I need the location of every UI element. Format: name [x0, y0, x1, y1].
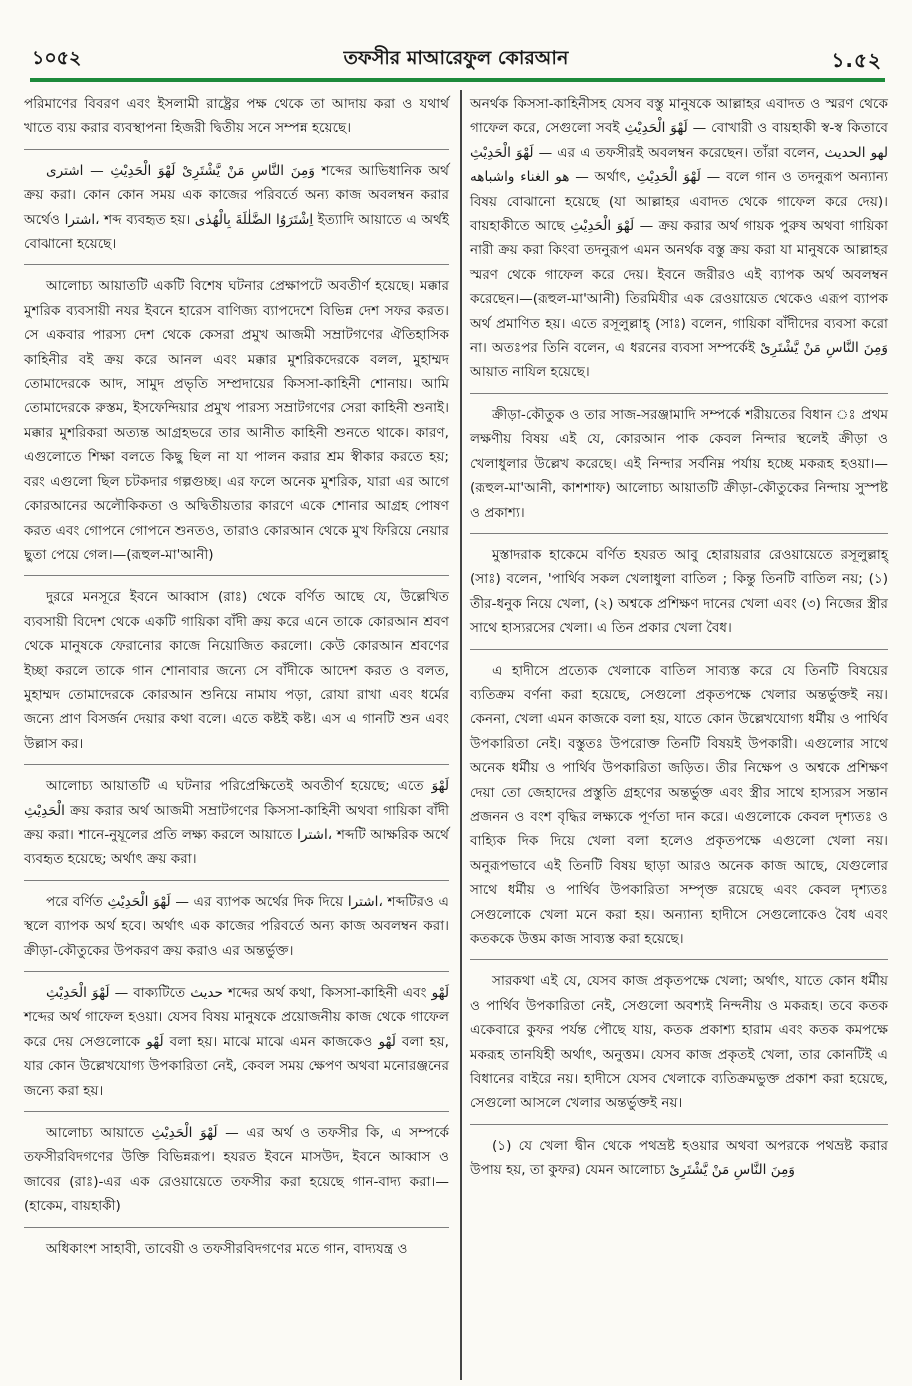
left-para-6: পরে বর্ণিত لَهْوَ الْحَدِيْثِ — এর ব্যাপক অর্থের দিক দিয়ে اشترا، শব্দটিরও এ স্থলে ব্যাপক অর্থ হবে। অর্থাৎ এক কাজের পরিবর্তে অন্য কাজ অবলম্বন করা। ক্রীড়া-কৌতুকের উপকরণ ক্রয় করাও এর অন্তর্ভুক্ত।	[24, 893, 449, 959]
paragraph-divider	[470, 1124, 888, 1125]
paragraph-divider	[24, 575, 449, 576]
left-para-9: অধিকাংশ সাহাবী, তাবেয়ী ও তফসীরবিদগণের মতে গান, বাদ্যযন্ত্র ও	[46, 1240, 408, 1257]
paragraph-divider	[24, 264, 449, 265]
right-para-1: অনর্থক কিসসা-কাহিনীসহ যেসব বস্তু মানুষকে আল্লাহর এবাদত ও স্মরণ থেকে গাফেল করে, সেগুলো সবই لَهْوَ الْحَدِيْثِ — বোখারী ও বায়হাকী স্ব-স্ব কিতাবে لَهْوَ الْحَدِيْثِ — এর এ তফসীরই অবলম্বন করেছেন। তাঁরা বলেন, لهو الحديث هو الغناء واشباهه — অর্থাৎ, لَهْوَ الْحَدِيْثِ — বলে গান ও তদনুরূপ অন্যান্য বিষয় বোঝানো হয়েছে (যা আল্লাহর এবাদত থেকে গাফেল করে দেয়)। বায়হাকীতে আছে لَهْوَ الْحَدِيْثِ — ক্রয় করার অর্থ গায়ক পুরুষ অথবা গায়িকা নারী ক্রয় করা কিংবা তদনুরূপ এমন অনর্থক বস্তু ক্রয় করা যা মানুষকে আল্লাহর স্মরণ থেকে গাফেল করে দেয়। ইবনে জরীরও এই ব্যাপক অর্থ অবলম্বন করেছেন।—(রূহুল-মা'আনী) তিরমিযীর এক রেওয়ায়েত থেকেও এরূপ ব্যাপক অর্থ প্রমাণিত হয়। এতে রসূলুল্লাহ্ (সাঃ) বলেন, গায়িকা বাঁদীদের ব্যবসা করো না। অতঃপর তিনি বলেন, এ ধরনের ব্যবসা সম্পর্কেই وَمِنَ النَّاسِ مَنْ يَّشْتَرِىْ আয়াত নাযিল হয়েছে।	[470, 96, 889, 381]
left-column	[24, 92, 449, 1269]
page-number-left: ১০৫২	[32, 47, 82, 69]
left-para-5: আলোচ্য আয়াতটি এ ঘটনার পরিপ্রেক্ষিতেই অবতীর্ণ হয়েছে; এতে لَهْوَ الْحَدِيْثِ ক্রয় করার অর্থ আজমী সম্রাটগণের কিসসা-কাহিনী অথবা গায়িকা বাঁদী ক্রয় করা। শানে-নুযূলের প্রতি লক্ষ্য করলে আয়াতে اشترا، শব্দটি আক্ষরিক অর্থে ব্যবহৃত হয়েছে; অর্থাৎ ক্রয় করা।	[24, 778, 449, 868]
paragraph-divider	[470, 533, 888, 534]
right-para-3: মুস্তাদরাক হাকেমে বর্ণিত হযরত আবু হোরায়রার রেওয়ায়েতে রসূলুল্লাহ্ (সাঃ) বলেন, 'পার্থিব সকল খেলাধুলা বাতিল ; কিন্তু তিনটি বাতিল নয়; (১) তীর-ধনুক নিয়ে খেলা, (২) অশ্বকে প্রশিক্ষণ দানের খেলা এবং (৩) নিজের স্ত্রীর সাথে হাস্যরসের খেলা। এ তিন প্রকার খেলা বৈধ।	[470, 546, 888, 637]
paragraph-divider	[24, 764, 449, 765]
right-column	[470, 92, 888, 1191]
left-para-3: আলোচ্য আয়াতটি একটি বিশেষ ঘটনার প্রেক্ষাপটে অবতীর্ণ হয়েছে। মক্কার মুশরিক ব্যবসায়ী নযর ইবনে হারেস বাণিজ্য ব্যাপদেশে বিভিন্ন দেশ সফর করত। সে একবার পারস্য দেশ থেকে কেসরা প্রমুখ আজমী সম্রাটগণের ঐতিহাসিক কাহিনীর বই ক্রয় করে আনল এবং মক্কার মুশরিকদেরকে বলল, মুহাম্মদ তোমাদেরকে আদ, সামুদ প্রভৃতি সম্প্রদায়ের কিসসা-কাহিনী শোনায়। আমি তোমাদেরকে রুস্তম, ইসফেন্দিয়ার প্রমুখ পারস্য সম্রাটগণের সেরা কাহিনী শুনাই। মক্কার মুশরিকরা অত্যন্ত আগ্রহভরে তার আনীত কাহিনী শুনতে থাকে। কারণ, এগুলোতে শিক্ষা বলতে কিছু ছিল না যা পালন করার শ্রম স্বীকার করতে হয়; বরং এগুলো ছিল চটকদার গল্পগুচ্ছ। এর ফলে অনেক মুশরিক, যারা এর আগে কোরআনের অলৌকিকতা ও অদ্বিতীয়তার কারণে একে শোনার আগ্রহ পোষণ করত এবং গোপনে গোপনে শুনতও, তারাও কোরআন থেকে মুখ ফিরিয়ে নেয়ার ছুতা পেয়ে গেল।—(রূহুল-মা'আনী)	[24, 278, 449, 563]
right-para-4: এ হাদীসে প্রত্যেক খেলাকে বাতিল সাব্যস্ত করে যে তিনটি বিষয়ের ব্যতিক্রম বর্ণনা করা হয়েছে, সেগুলো প্রকৃতপক্ষে খেলার অন্তর্ভুক্তই নয়। কেননা, খেলা এমন কাজকে বলা হয়, যাতে কোন উল্লেখযোগ্য ধর্মীয় ও পার্থিব উপকারিতা নেই। বস্তুতঃ উপরোক্ত তিনটি বিষয়ই উপকারী। এগুলোর সাথে অনেক ধর্মীয় ও পার্থিব উপকারিতা জড়িত। তীর নিক্ষেপ ও অশ্বকে প্রশিক্ষণ দেয়া তো জেহাদের প্রস্তুতি গ্রহণের অন্তর্ভুক্ত এবং স্ত্রীর সাথে হাস্যরস সন্তান প্রজনন ও বংশ বৃদ্ধির লক্ষ্যকে পূর্ণতা দান করে। এগুলোকে কেবল দৃশ্যতঃ ও বাহ্যিক দিক দিয়ে খেলা বলা হলেও প্রকৃতপক্ষে এগুলো খেলা নয়। অনুরূপভাবে এই তিনটি বিষয় ছাড়া আরও অনেক কাজ আছে, যেগুলোর সাথে ধর্মীয় ও পার্থিব উপকারিতা সম্পৃক্ত রয়েছে এবং কেবল দৃশ্যতঃ সেগুলোকে খেলা মনে করা হয়। অন্যান্য হাদীসে সেগুলোকেও বৈধ এবং কতককে উত্তম কাজ সাব্যস্ত করা হয়েছে।	[470, 662, 888, 947]
paragraph-divider	[470, 393, 888, 394]
column-divider	[460, 90, 462, 1380]
left-para-1: পরিমাণের বিবরণ এবং ইসলামী রাষ্ট্রের পক্ষ থেকে তা আদায় করা ও যথার্থ খাতে ব্যয় করার ব্যবস্থাপনা হিজরী দ্বিতীয় সনে সম্পন্ন হয়েছে।	[24, 96, 449, 137]
header-rule	[30, 78, 885, 82]
paragraph-divider	[470, 959, 888, 960]
left-para-4: দুররে মনসূরে ইবনে আব্বাস (রাঃ) থেকে বর্ণিত আছে যে, উল্লেখিত ব্যবসায়ী বিদেশ থেকে একটি গায়িকা বাঁদী ক্রয় করে এনে তাকে কোরআন শ্রবণ থেকে মানুষকে ফেরানোর কাজে নিয়োজিত করলো। কেউ কোরআন শ্রবণের ইচ্ছা করলে তাকে গান শোনাবার জন্যে সে বাঁদীকে আদেশ করত ও বলত, মুহাম্মদ তোমাদেরকে কোরআন শুনিয়ে নামায পড়া, রোযা রাখা এবং ধর্মের জন্যে প্রাণ বিসর্জন দেয়ার কথা বলে। এতে কষ্টই কষ্ট। এস এ গানটি শুন এবং উল্লাস কর।	[24, 589, 449, 752]
running-title: তফসীর মাআরেফুল কোরআন	[343, 47, 569, 69]
paragraph-divider	[24, 1111, 449, 1112]
left-para-8: আলোচ্য আয়াতে لَهْوَ الْحَدِيْثِ — এর অর্থ ও তফসীর কি, এ সম্পর্কে তফসীরবিদগণের উক্তি বিভিন্নরূপ। হযরত ইবনে মাসউদ, ইবনে আব্বাস ও জাবের (রাঃ)-এর এক রেওয়ায়েতে তফসীর করা হয়েছে গান-বাদ্য করা।— (হাকেম, বায়হাকী)	[24, 1125, 450, 1215]
left-para-2: وَمِنَ النَّاسِ مَنْ يَّشْتَرِىْ لَهْوَ الْحَدِيْثِ — اشترى শব্দের আভিধানিক অর্থ ক্রয় করা। কোন কোন সময় এক কাজের পরিবর্তে অন্য কাজ অবলম্বন করার অর্থেও اشترا، শব্দ ব্যবহৃত হয়। اِشْتَرَوُا الضَّلٰلَةَ بِالْهُدٰى ইত্যাদি আয়াতে এ অর্থই বোঝানো হয়েছে।	[24, 162, 449, 253]
page-header	[0, 0, 912, 76]
right-para-2: ক্রীড়া-কৌতুক ও তার সাজ-সরঞ্জামাদি সম্পর্কে শরীয়তের বিধান ঃ প্রথম লক্ষণীয় বিষয় এই যে, কোরআন পাক কেবল নিন্দার স্থলেই ক্রীড়া ও খেলাধুলার উল্লেখ করেছে। এই নিন্দার সর্বনিম্ন পর্যায় হচ্ছে মকরূহ হওয়া।—(রূহুল-মা'আনী, কাশশাফ) আলোচ্য আয়াতটি ক্রীড়া-কৌতুকের নিন্দায় সুস্পষ্ট ও প্রকাশ্য।	[470, 406, 888, 521]
right-para-5: সারকথা এই যে, যেসব কাজ প্রকৃতপক্ষে খেলা; অর্থাৎ, যাতে কোন ধর্মীয় ও পার্থিব উপকারিতা নেই, সেগুলো অবশ্যই নিন্দনীয় ও মকরূহ। তবে কতক একেবারে কুফর পর্যন্ত পৌছে যায়, কতক প্রকাশ্য হারাম এবং কতক কমপক্ষে মকরূহ তানযিহী অর্থাৎ, অনুত্তম। যেসব কাজ প্রকৃতই খেলা, তার কোনটিই এ বিধানের বাইরে নয়। হাদীসে যেসব খেলাকে ব্যতিক্রমভুক্ত প্রকাশ করা হয়েছে, সেগুলো আসলে খেলার অন্তর্ভুক্তই নয়।	[470, 973, 888, 1112]
paragraph-divider	[24, 149, 449, 150]
paragraph-divider	[24, 1227, 449, 1228]
paragraph-divider	[24, 971, 449, 972]
right-para-6: (১) যে খেলা দ্বীন থেকে পথভ্রষ্ট হওয়ার অথবা অপরকে পথভ্রষ্ট করার উপায় হয়, তা কুফর) যেমন আলোচ্য وَمِنَ النَّاسِ مَنْ يَّشْتَرِىْ	[470, 1137, 888, 1179]
left-para-7: لَهْوَ الْحَدِيْثِ — বাক্যটিতে حديث শব্দের অর্থ কথা, কিসসা-কাহিনী এবং لَهْو শব্দের অর্থ গাফেল হওয়া। যেসব বিষয় মানুষকে প্রয়োজনীয় কাজ থেকে গাফেল করে দেয় সেগুলোকে لَهْو বলা হয়। মাঝে মাঝে এমন কাজকেও لَهْو বলা হয়, যার কোন উল্লেখযোগ্য উপকারিতা নেই, কেবল সময় ক্ষেপণ অথবা মনোরঞ্জনের জন্যে করা হয়।	[24, 985, 449, 1099]
paragraph-divider	[470, 649, 888, 650]
paragraph-divider	[24, 880, 449, 881]
page-number-right: ১.৫২	[831, 48, 882, 72]
